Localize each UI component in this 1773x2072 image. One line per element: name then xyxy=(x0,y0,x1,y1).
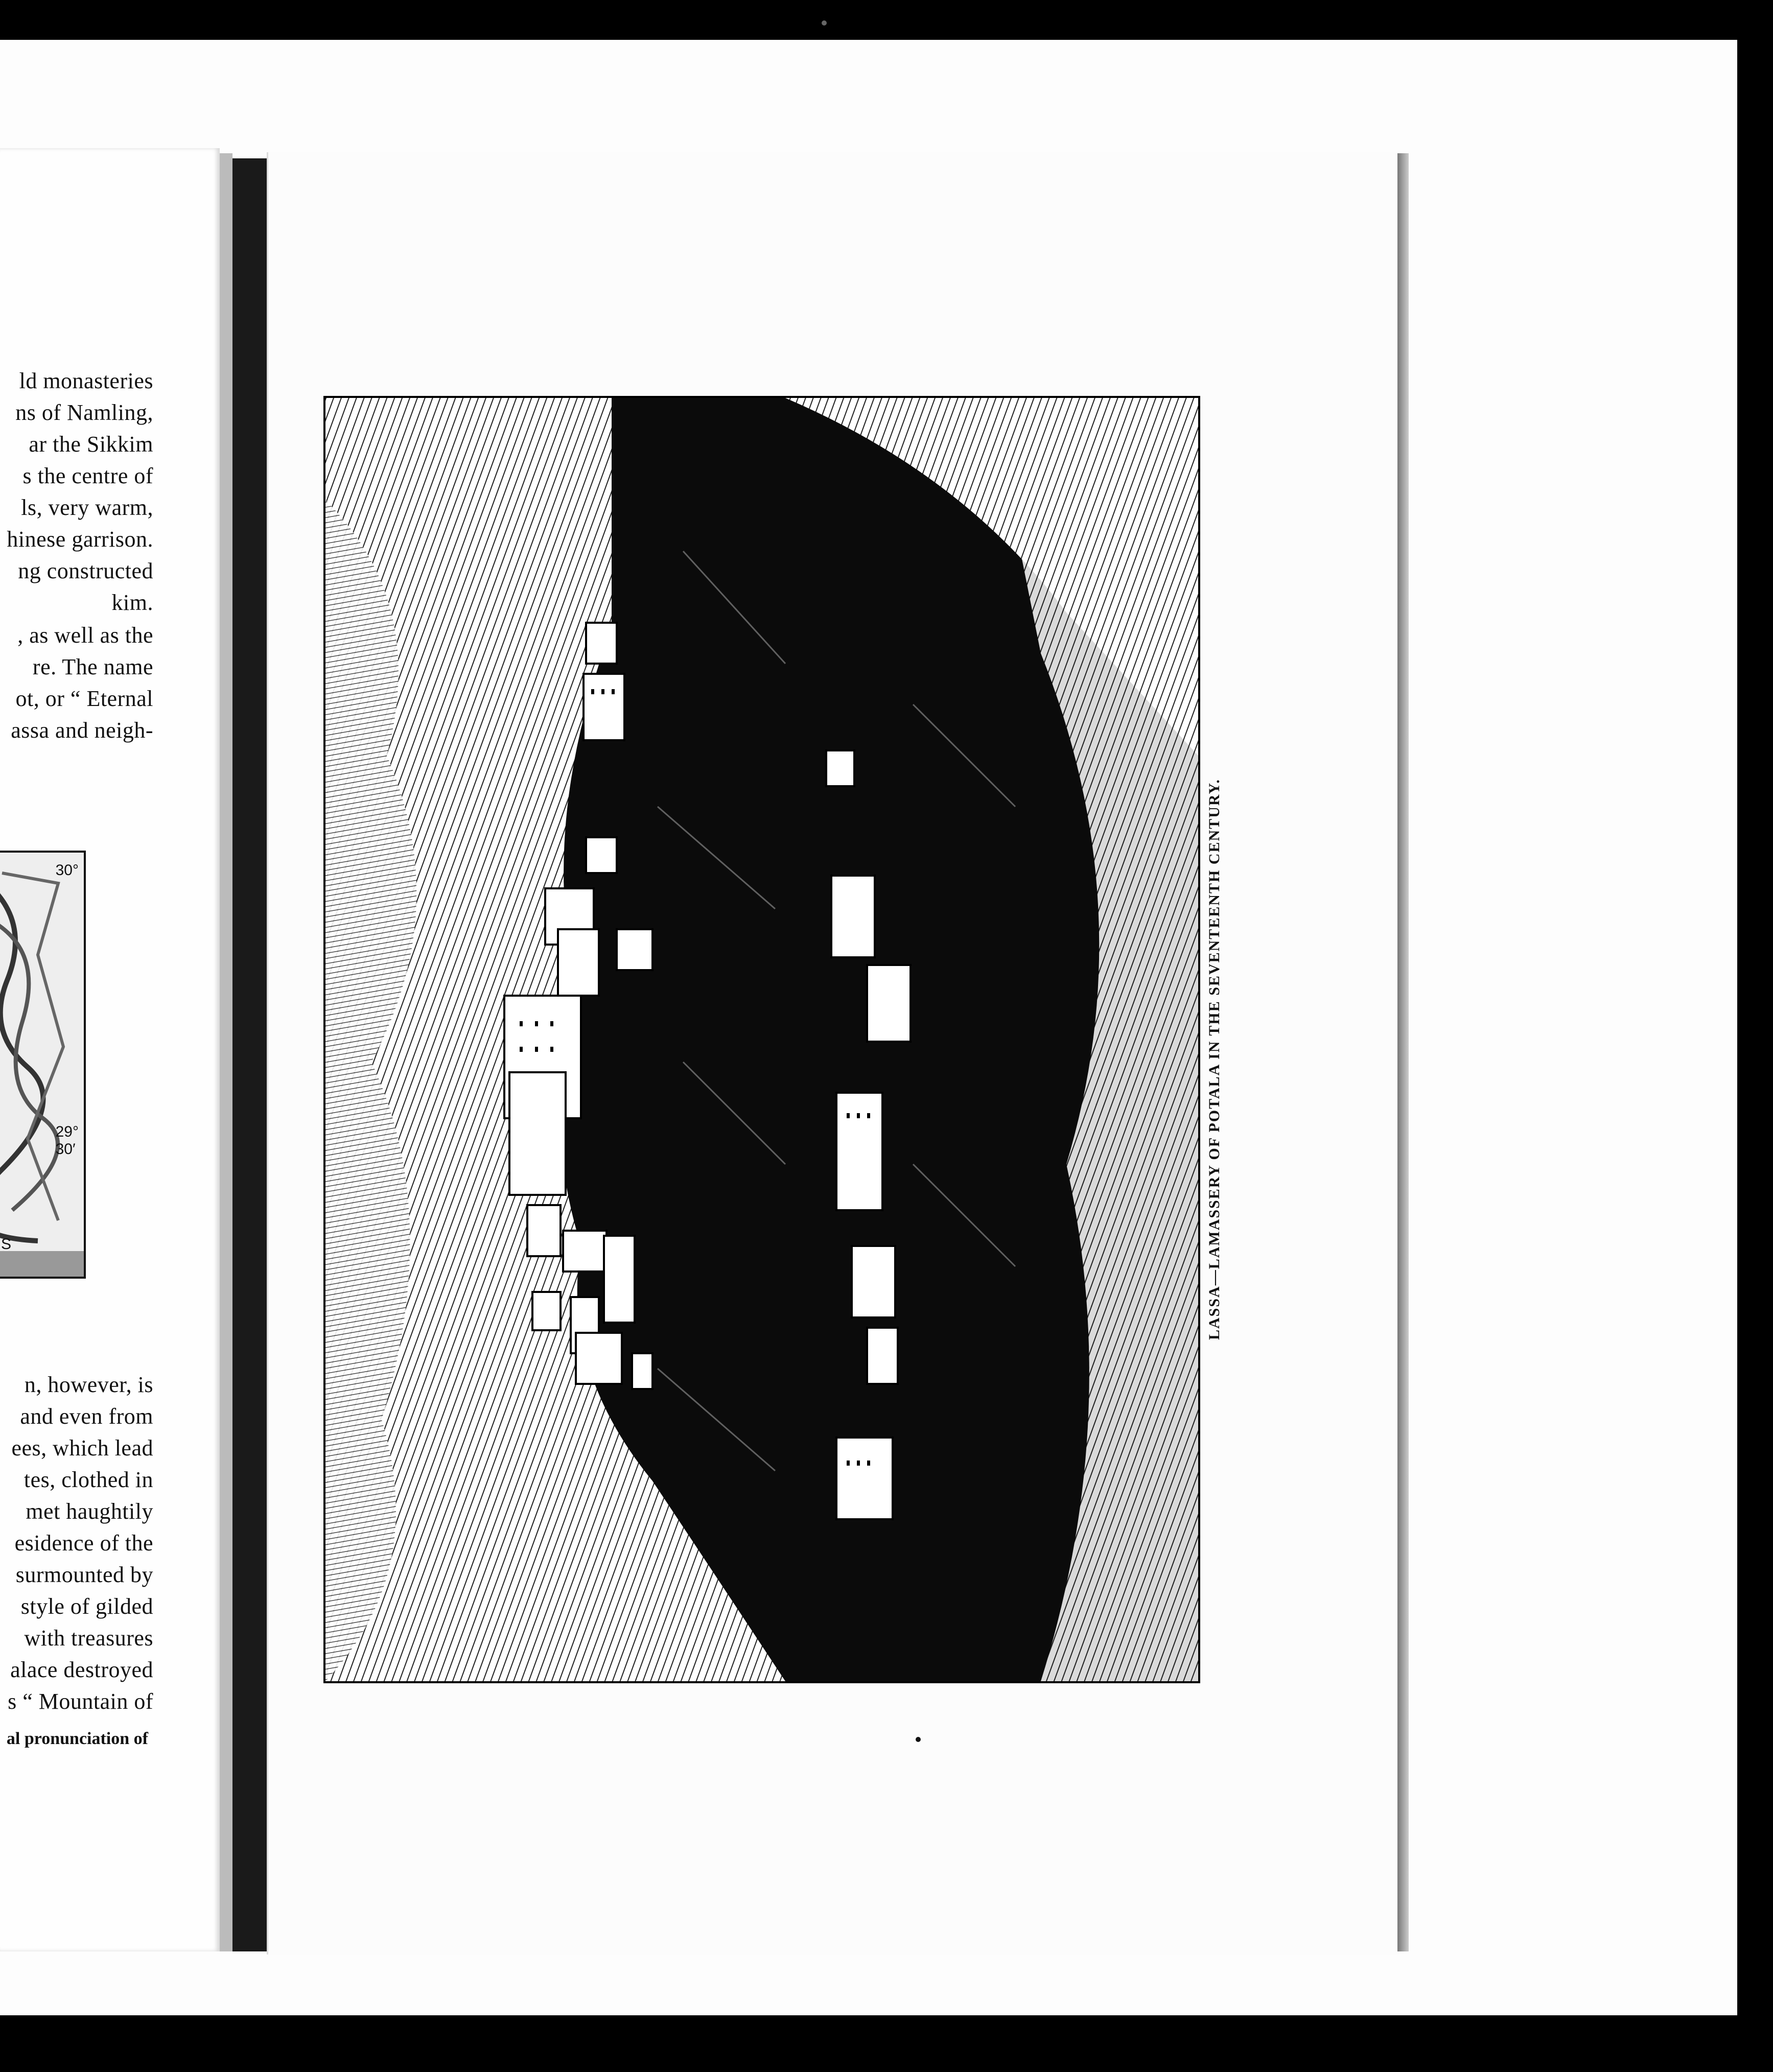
text-line: ng constructed xyxy=(18,558,153,583)
text-line: ar the Sikkim xyxy=(29,432,153,457)
text-line: with treasures xyxy=(24,1626,153,1651)
footnote-text: al pronunciation of xyxy=(6,1729,148,1748)
text-line: , as well as the xyxy=(17,623,153,648)
text-line: ot, or “ Eternal xyxy=(15,686,153,711)
text-line: alace destroyed xyxy=(10,1657,153,1682)
engraving-plate xyxy=(323,396,1200,1683)
text-line: tes, clothed in xyxy=(24,1467,153,1492)
text-line: ld monasteries xyxy=(19,368,153,393)
page-speck xyxy=(916,1737,921,1742)
scan-frame-bottom xyxy=(0,2015,1773,2072)
text-line: s the centre of xyxy=(22,463,153,488)
scan-speck xyxy=(822,20,827,26)
text-line: hinese garrison. xyxy=(7,527,153,552)
map-label-29-30: 29° 30′ xyxy=(55,1123,79,1158)
text-line: ns of Namling, xyxy=(15,400,153,425)
text-line: ees, which lead xyxy=(11,1435,153,1461)
map-label-30: 30° xyxy=(55,862,79,879)
book-gutter xyxy=(232,158,268,1951)
text-line: n, however, is xyxy=(24,1372,153,1397)
text-line: style of gilded xyxy=(20,1594,153,1619)
text-line: surmounted by xyxy=(15,1562,153,1587)
page-edge-shadow xyxy=(1397,153,1409,1951)
text-line: s “ Mountain of xyxy=(8,1689,153,1714)
map-inset xyxy=(0,851,86,1279)
text-line: assa and neigh- xyxy=(11,718,153,743)
scan-frame-top xyxy=(0,0,1773,40)
text-line: and even from xyxy=(20,1404,153,1429)
scan-frame-right xyxy=(1737,40,1773,2015)
potala-engraving xyxy=(325,398,1198,1681)
text-line: kim. xyxy=(111,590,153,615)
left-page xyxy=(0,148,220,1951)
text-line: esidence of the xyxy=(14,1531,153,1556)
map-label-s: S xyxy=(1,1236,12,1253)
plate-caption: LASSA—LAMASSERY OF POTALA IN THE SEVENTEENTH CENTURY. xyxy=(1206,779,1223,1340)
page-edge xyxy=(220,153,232,1951)
map-relief-art xyxy=(0,853,84,1277)
text-line: ls, very warm, xyxy=(21,495,153,520)
text-line: met haughtily xyxy=(26,1499,153,1524)
text-line: re. The name xyxy=(32,654,153,679)
